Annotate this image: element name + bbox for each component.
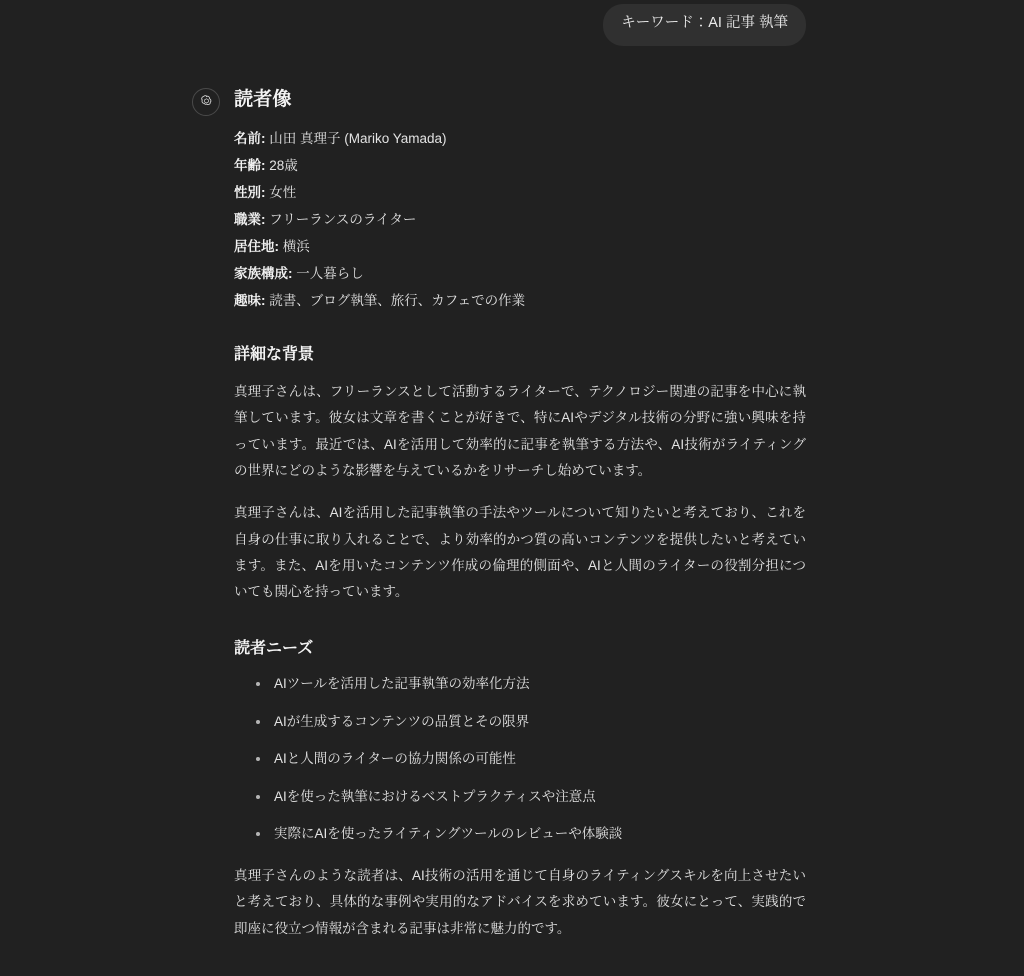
profile-value: 読書、ブログ執筆、旅行、カフェでの作業 <box>269 292 526 308</box>
profile-value: 横浜 <box>282 238 310 254</box>
profile-value: 28歳 <box>269 158 298 174</box>
list-item <box>234 263 806 285</box>
reader-persona-heading: 読者像 <box>234 88 292 110</box>
list-item <box>234 209 806 231</box>
user-message-row <box>0 0 1024 46</box>
profile-key: 年齢: <box>234 158 266 174</box>
list-item <box>234 290 806 312</box>
background-paragraph-2: 真理子さんは、AIを活用した記事執筆の手法やツールについて知りたいと考えており、これを自身の仕事に取り入れることで、より効率的かつ質の高いコンテンツを提供したいと考えています。また、AIを用いたコンテンツ作成の倫理的側面や、AIと人間のライターの役割分担についても関心を持っています。 <box>234 505 806 600</box>
list-item <box>234 182 806 204</box>
closing-paragraph: 真理子さんのような読者は、AI技術の活用を通じて自身のライティングスキルを向上させたいと考えており、具体的な事例や実用的なアドバイスを求めています。彼女にとって、実践的で即座に役立つ情報が含まれる記事は非常に魅力的です。 <box>234 867 806 936</box>
openai-logo-icon <box>199 94 214 109</box>
profile-key: 職業: <box>234 212 266 227</box>
assistant-avatar <box>192 88 220 116</box>
list-item <box>234 128 806 150</box>
list-item: AIが生成するコンテンツの品質とその限界 <box>256 711 806 733</box>
message-bottom-spacer <box>234 958 806 976</box>
list-item <box>234 155 806 177</box>
list-item: AIツールを活用した記事執筆の効率化方法 <box>256 673 806 695</box>
profile-value: 女性 <box>269 185 297 201</box>
background-paragraph-1: 真理子さんは、フリーランスとして活動するライターで、テクノロジー関連の記事を中心に執筆しています。彼女は文章を書くことが好きで、特にAIやデジタル技術の分野に強い興味を持っています。最近では、AIを活用して効率的に記事を執筆する方法や、AI技術がライティングの世界にどのような影響を与えているかをリサーチし始めています。 <box>234 383 806 478</box>
list-item: AIと人間のライターの協力関係の可能性 <box>256 748 806 770</box>
assistant-message-row <box>0 46 1024 976</box>
profile-key: 性別: <box>234 185 266 201</box>
profile-key: 名前: <box>234 131 266 147</box>
background-heading: 詳細な背景 <box>234 346 315 364</box>
reader-needs-list <box>234 673 806 845</box>
profile-value: 一人暮らし <box>296 265 364 281</box>
profile-value: 山田 真理子 (Mariko Yamada) <box>269 131 447 147</box>
list-item: 実際にAIを使ったライティングツールのレビューや体験談 <box>256 823 806 845</box>
assistant-message-content <box>234 84 806 976</box>
reader-needs-heading: 読者ニーズ <box>234 640 314 658</box>
profile-key: 趣味: <box>234 292 266 308</box>
persona-profile-list <box>234 128 806 311</box>
list-item: AIを使った執筆におけるベストプラクティスや注意点 <box>256 786 806 808</box>
profile-key: 家族構成: <box>234 265 293 281</box>
user-message-bubble[interactable]: キーワード：AI 記事 執筆 <box>603 4 806 46</box>
profile-key: 居住地: <box>234 238 279 254</box>
profile-value: フリーランスのライター <box>269 212 417 227</box>
list-item <box>234 236 806 258</box>
